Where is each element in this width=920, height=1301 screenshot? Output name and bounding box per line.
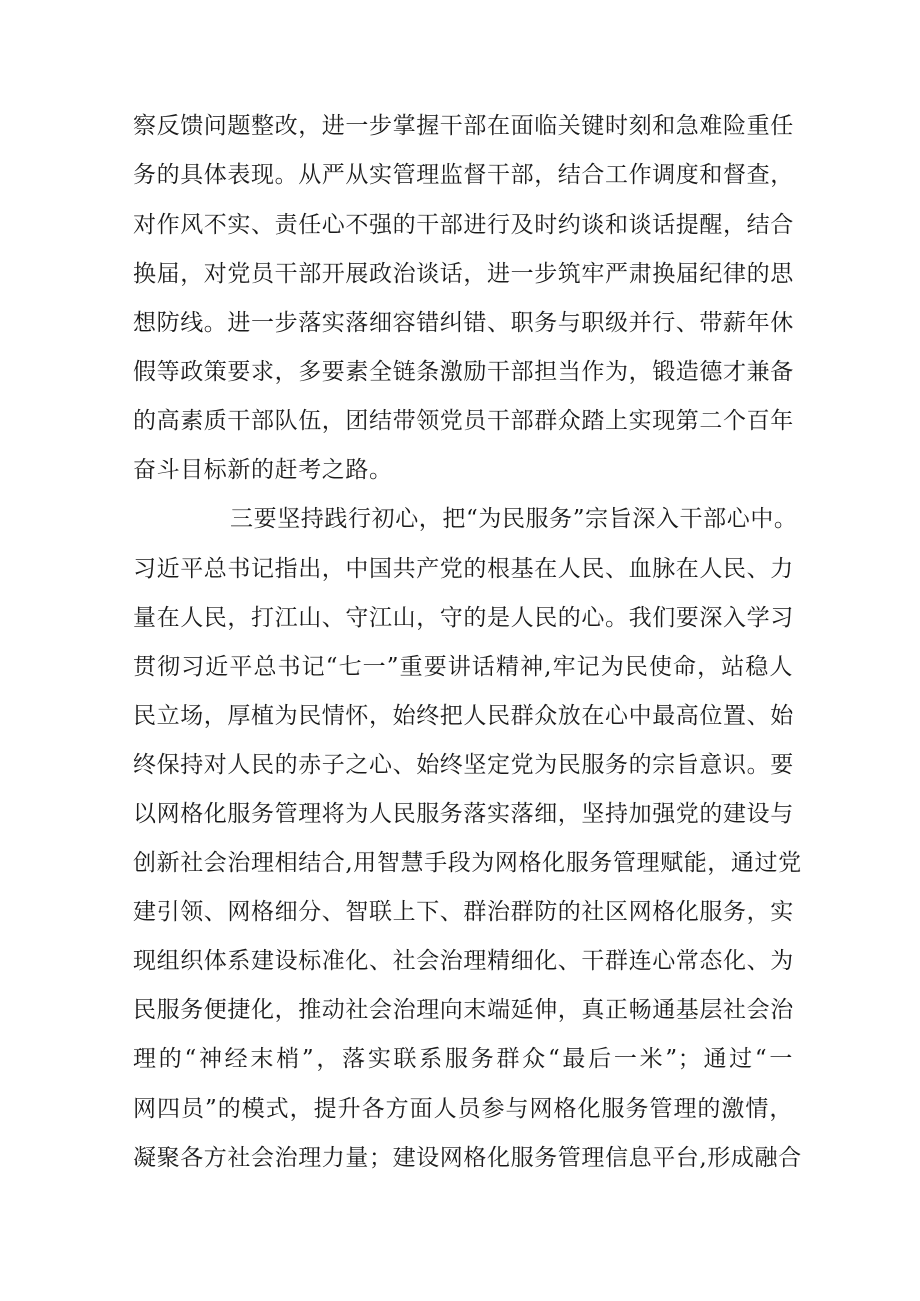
text-line-19: 民服务便捷化，推动社会治理向末端延伸，真正畅通基层社会治 [133, 997, 794, 1023]
text-line-6: 假等政策要求，多要素全链条激励干部担当作为，锻造德才兼备 [133, 359, 794, 385]
text-line-5: 想防线。进一步落实落细容错纠错、职务与职级并行、带薪年休 [133, 310, 794, 336]
text-line-20: 理的“神经末梢”，落实联系服务群众“最后一米”；通过“一 [133, 1046, 793, 1072]
paragraph-heading: 三要坚持践行初心，把“为民服务”宗旨深入干部心中。 [230, 506, 798, 532]
text-line-10: 习近平总书记指出，中国共产党的根基在人民、血脉在人民、力 [133, 556, 794, 582]
text-line-8: 奋斗目标新的赶考之路。 [133, 457, 393, 483]
text-line-16: 创新社会治理相结合,用智慧手段为网格化服务管理赋能，通过党 [133, 850, 802, 876]
text-line-4: 换届，对党员干部开展政治谈话，进一步筑牢严肃换届纪律的思 [133, 261, 794, 287]
text-line-7: 的高素质干部队伍，团结带领党员干部群众踏上实现第二个百年 [133, 408, 794, 434]
text-line-22: 凝聚各方社会治理力量；建设网格化服务管理信息平台,形成融合 [133, 1145, 802, 1171]
text-line-11: 量在人民，打江山、守江山，守的是人民的心。我们要深入学习 [133, 605, 794, 631]
text-line-21: 网四员”的模式，提升各方面人员参与网格化服务管理的激情， [133, 1096, 793, 1122]
text-line-2: 务的具体表现。从严从实管理监督干部，结合工作调度和督查， [133, 162, 794, 188]
text-line-17: 建引领、网格细分、智联上下、群治群防的社区网格化服务，实 [133, 899, 794, 925]
text-line-12: 贯彻习近平总书记“七一”重要讲话精神,牢记为民使命，站稳人 [133, 654, 793, 680]
text-line-18: 现组织体系建设标准化、社会治理精细化、干群连心常态化、为 [133, 948, 794, 974]
text-line-13: 民立场，厚植为民情怀，始终把人民群众放在心中最高位置、始 [133, 703, 794, 729]
text-line-14: 终保持对人民的赤子之心、始终坚定党为民服务的宗旨意识。要 [133, 752, 794, 778]
text-line-15: 以网格化服务管理将为人民服务落实落细，坚持加强党的建设与 [133, 801, 794, 827]
text-line-1: 察反馈问题整改，进一步掌握干部在面临关键时刻和急难险重任 [133, 113, 794, 139]
text-line-3: 对作风不实、责任心不强的干部进行及时约谈和谈话提醒，结合 [133, 212, 794, 238]
